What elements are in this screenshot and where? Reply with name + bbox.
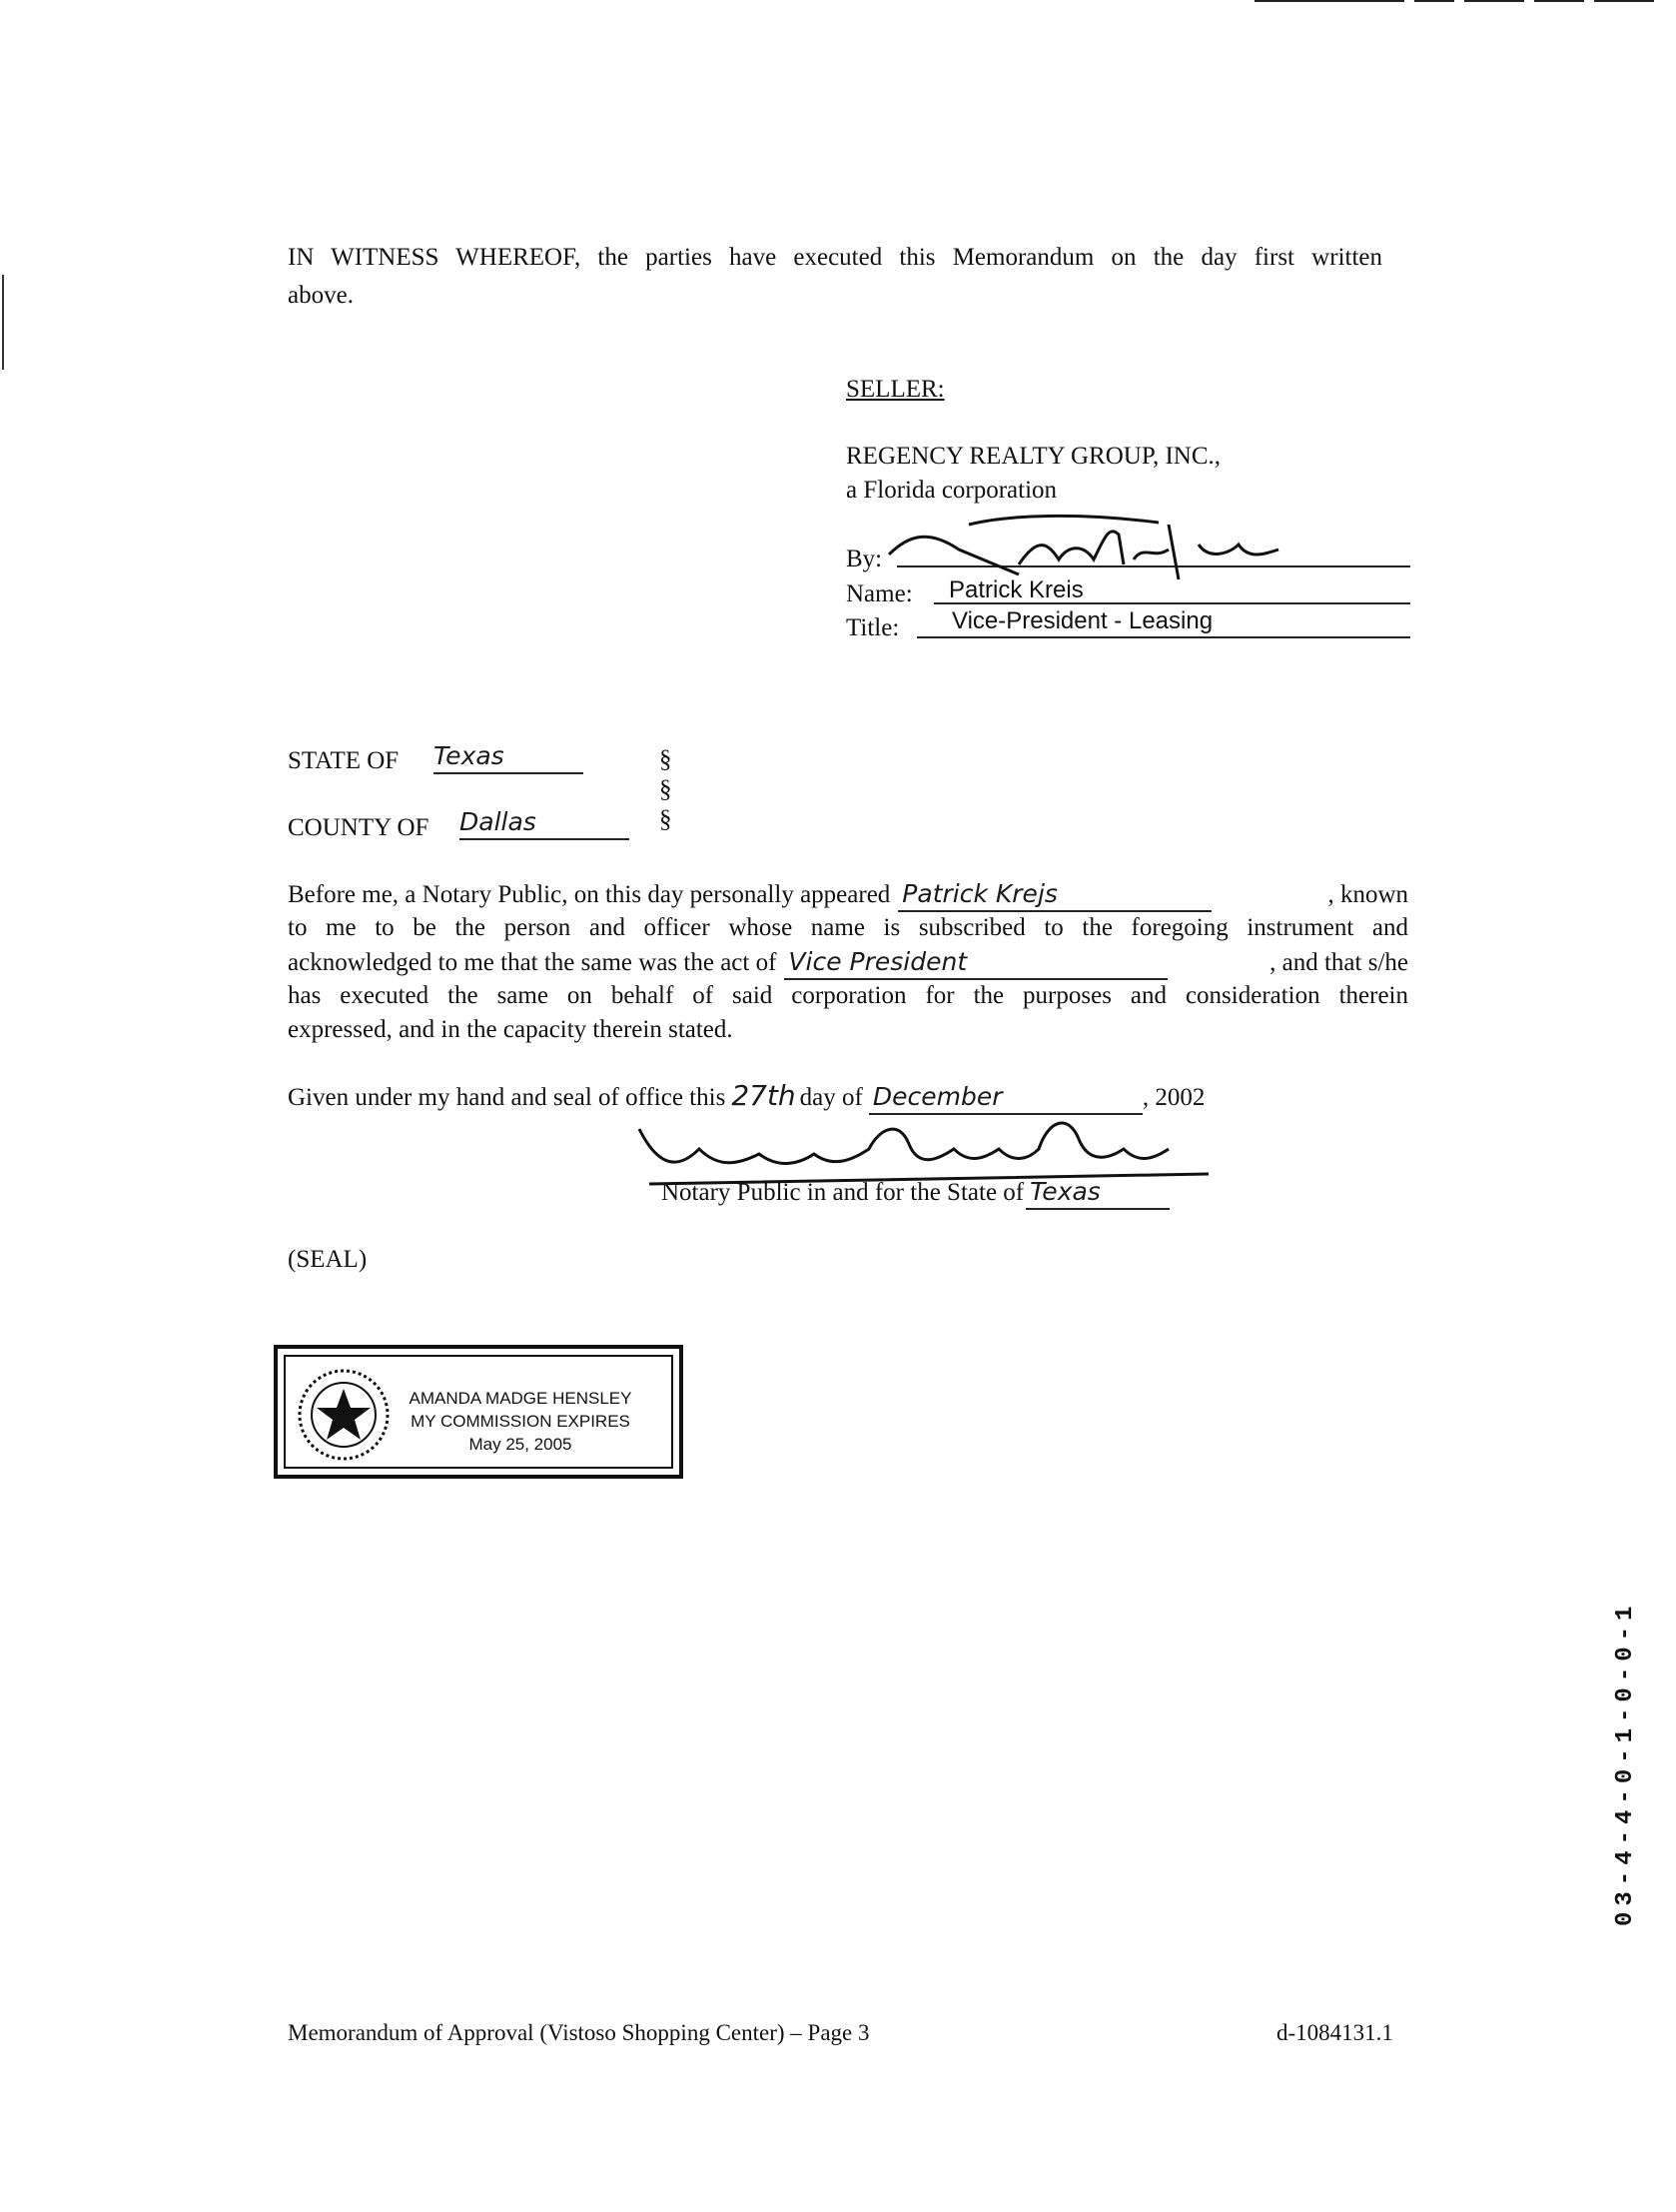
ack-line-1 [288, 877, 1408, 912]
ack-line-1-start: Before me, a Notary Public, on this day personally appeared [288, 881, 891, 908]
given-year: , 2002 [1142, 1084, 1206, 1111]
top-rule [1534, 0, 1584, 2]
top-rule [1255, 0, 1404, 2]
intro-line-2: above. [288, 282, 354, 309]
margin-mark: 03-4-4-0-1-0-0-1 [1612, 1600, 1639, 1927]
ack-line-3-start: acknowledged to me that the same was the act of [288, 949, 777, 976]
star-seal-icon [294, 1365, 394, 1465]
seller-company: REGENCY REALTY GROUP, INC., [846, 443, 1222, 470]
top-rule [1414, 0, 1454, 2]
name-label: Name: [846, 580, 913, 607]
notary-state: Texas [1026, 1175, 1170, 1210]
ack-line-4: has executed the same on behalf of said corporation for the purposes and consideration therein [288, 982, 1408, 1009]
stamp-commission: MY COMMISSION EXPIRES [411, 1412, 630, 1431]
title-value: Vice-President - Leasing [952, 607, 1214, 634]
county-value: Dallas [459, 805, 629, 840]
ack-line-1-end: , known [1327, 881, 1408, 908]
title-line [917, 636, 1410, 638]
scan-mark [2, 275, 4, 370]
county-label: COUNTY OF [288, 814, 429, 841]
given-start: Given under my hand and seal of office this [288, 1084, 726, 1111]
top-rule [1594, 0, 1654, 2]
act-of-value: Vice President [784, 945, 1168, 980]
notary-stamp [274, 1345, 683, 1479]
name-value: Patrick Kreis [949, 576, 1084, 603]
state-label: STATE OF [288, 747, 400, 774]
notary-stamp-inner [284, 1355, 673, 1469]
section-mark: § [659, 746, 672, 773]
given-day-label: day of [799, 1084, 863, 1111]
footer-right: d-1084131.1 [1276, 2020, 1393, 2045]
ack-line-3-end: , and that s/he [1269, 949, 1408, 976]
state-value: Texas [433, 739, 583, 774]
ack-line-5: expressed, and in the capacity therein stated. [288, 1016, 733, 1043]
top-rule [1464, 0, 1524, 2]
seal-label: (SEAL) [288, 1246, 368, 1273]
appeared-name: Patrick Krejs [898, 877, 1212, 912]
given-day: 27th [731, 1079, 796, 1112]
stamp-name: AMANDA MADGE HENSLEY [409, 1389, 632, 1408]
notary-line-label: Notary Public in and for the State of [661, 1179, 1025, 1206]
footer-left: Memorandum of Approval (Vistoso Shopping Center) – Page 3 [288, 2020, 870, 2045]
by-label: By: [846, 546, 883, 572]
intro-line-1: IN WITNESS WHEREOF, the parties have executed this Memorandum on the day first written [288, 244, 1382, 271]
notary-line [661, 1175, 1170, 1210]
given-month: December [869, 1080, 1143, 1115]
stamp-date: May 25, 2005 [468, 1435, 572, 1454]
seller-heading: SELLER: [846, 376, 945, 403]
title-label: Title: [846, 614, 900, 641]
stamp-text [406, 1387, 635, 1456]
seller-company-desc: a Florida corporation [846, 477, 1058, 504]
ack-line-3 [288, 945, 1408, 980]
section-mark: § [659, 776, 672, 803]
ack-line-2: to me to be the person and officer whose name is subscribed to the foregoing instrument and [288, 914, 1408, 941]
section-mark: § [659, 806, 672, 833]
